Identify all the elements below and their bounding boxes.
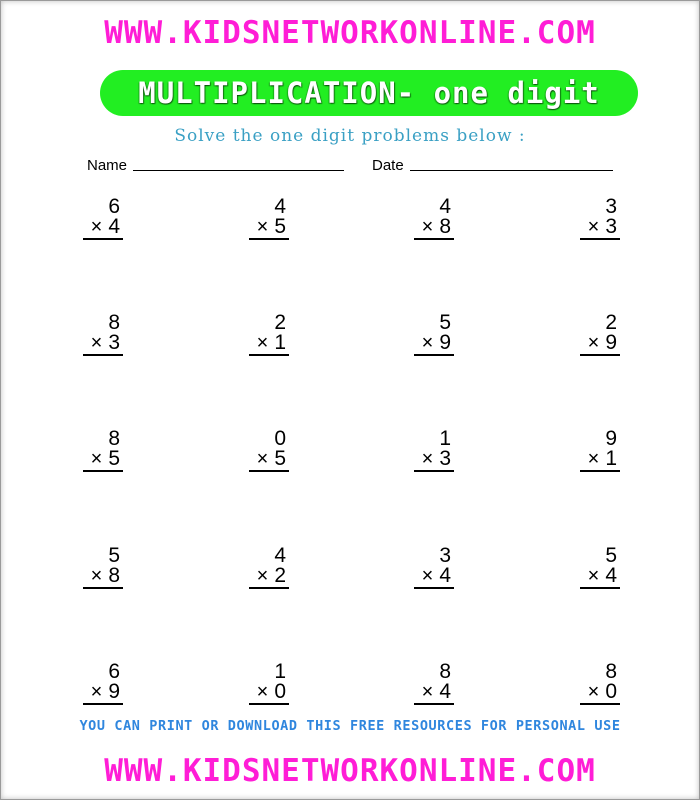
problem-9 [63,429,123,472]
multiplicand: 1 [439,427,451,450]
multiplier: 1 [605,447,617,470]
multiplier-row [63,217,123,237]
name-line [133,170,344,171]
times-sign: × [90,565,103,587]
problem-4 [560,197,620,240]
multiplicand: 4 [439,195,451,218]
problem-10 [229,429,289,472]
multiplier: 0 [274,680,286,703]
problem-13 [63,546,123,589]
multiplicand: 4 [274,544,286,567]
times-sign: × [256,216,269,238]
footer-note: YOU CAN PRINT OR DOWNLOAD THIS FREE RESOURCES FOR PERSONAL USE [79,718,621,734]
times-sign: × [587,565,600,587]
times-sign: × [421,332,434,354]
answer-line [580,703,620,705]
problem-8 [560,313,620,356]
instructions-text: Solve the one digit problems below : [174,126,526,146]
multiplier: 5 [274,447,286,470]
multiplier: 4 [605,564,617,587]
answer-line [580,354,620,356]
site-url-footer[interactable]: WWW.KIDSNETWORKONLINE.COM [104,753,596,789]
multiplier-row [229,682,289,702]
answer-line [414,703,454,705]
multiplier-row [560,449,620,469]
times-sign: × [587,681,600,703]
multiplier: 8 [108,564,120,587]
date-label: Date [372,157,404,174]
times-sign: × [421,216,434,238]
answer-line [249,238,289,240]
times-sign: × [587,332,600,354]
multiplicand: 2 [605,311,617,334]
times-sign: × [90,216,103,238]
multiplier: 3 [605,215,617,238]
multiplier-row [229,217,289,237]
problem-7 [394,313,454,356]
times-sign: × [421,681,434,703]
multiplier: 4 [439,564,451,587]
multiplicand: 9 [605,427,617,450]
multiplier-row [394,333,454,353]
times-sign: × [256,565,269,587]
problem-1 [63,197,123,240]
answer-line [414,470,454,472]
times-sign: × [90,332,103,354]
multiplier-row [63,566,123,586]
answer-line [249,470,289,472]
title-banner [100,70,638,116]
problem-14 [229,546,289,589]
times-sign: × [256,332,269,354]
multiplicand: 2 [274,311,286,334]
answer-line [83,470,123,472]
multiplicand: 5 [605,544,617,567]
multiplier-row [63,333,123,353]
multiplier-row [560,217,620,237]
multiplicand: 1 [274,660,286,683]
multiplier-row [229,333,289,353]
times-sign: × [421,565,434,587]
multiplicand: 3 [439,544,451,567]
answer-line [249,703,289,705]
problem-20 [560,662,620,705]
date-field [372,157,613,174]
times-sign: × [421,448,434,470]
multiplier-row [560,682,620,702]
answer-line [83,587,123,589]
times-sign: × [90,681,103,703]
problem-3 [394,197,454,240]
problem-6 [229,313,289,356]
multiplicand: 6 [108,660,120,683]
multiplier-row [394,566,454,586]
multiplier: 9 [605,331,617,354]
problem-5 [63,313,123,356]
site-url-header[interactable]: WWW.KIDSNETWORKONLINE.COM [104,15,596,51]
multiplier-row [63,682,123,702]
answer-line [249,587,289,589]
multiplier: 5 [108,447,120,470]
worksheet-title: MULTIPLICATION- one digit [138,76,600,110]
answer-line [249,354,289,356]
problem-11 [394,429,454,472]
multiplier: 4 [108,215,120,238]
multiplier: 0 [605,680,617,703]
answer-line [414,587,454,589]
multiplier: 5 [274,215,286,238]
multiplicand: 8 [108,311,120,334]
problem-17 [63,662,123,705]
multiplier-row [560,566,620,586]
multiplicand: 6 [108,195,120,218]
multiplier-row [229,449,289,469]
multiplier: 3 [439,447,451,470]
times-sign: × [587,448,600,470]
multiplicand: 4 [274,195,286,218]
multiplier: 8 [439,215,451,238]
answer-line [580,587,620,589]
multiplier-row [394,682,454,702]
multiplier: 9 [439,331,451,354]
multiplicand: 5 [439,311,451,334]
multiplier: 2 [274,564,286,587]
answer-line [83,703,123,705]
problem-12 [560,429,620,472]
answer-line [580,470,620,472]
multiplicand: 5 [108,544,120,567]
multiplier: 3 [108,331,120,354]
date-line [410,170,613,171]
times-sign: × [90,448,103,470]
times-sign: × [256,681,269,703]
problem-18 [229,662,289,705]
multiplier-row [560,333,620,353]
name-label: Name [87,157,128,174]
problem-19 [394,662,454,705]
multiplicand: 8 [439,660,451,683]
answer-line [83,238,123,240]
multiplicand: 0 [274,427,286,450]
multiplier-row [63,449,123,469]
multiplier-row [394,449,454,469]
multiplier: 4 [439,680,451,703]
problem-16 [560,546,620,589]
multiplier: 1 [274,331,286,354]
problem-2 [229,197,289,240]
multiplier: 9 [108,680,120,703]
name-field [87,157,344,174]
multiplicand: 8 [605,660,617,683]
multiplicand: 8 [108,427,120,450]
multiplier-row [229,566,289,586]
answer-line [414,238,454,240]
answer-line [414,354,454,356]
times-sign: × [587,216,600,238]
times-sign: × [256,448,269,470]
answer-line [580,238,620,240]
problem-15 [394,546,454,589]
answer-line [83,354,123,356]
multiplicand: 3 [605,195,617,218]
multiplier-row [394,217,454,237]
